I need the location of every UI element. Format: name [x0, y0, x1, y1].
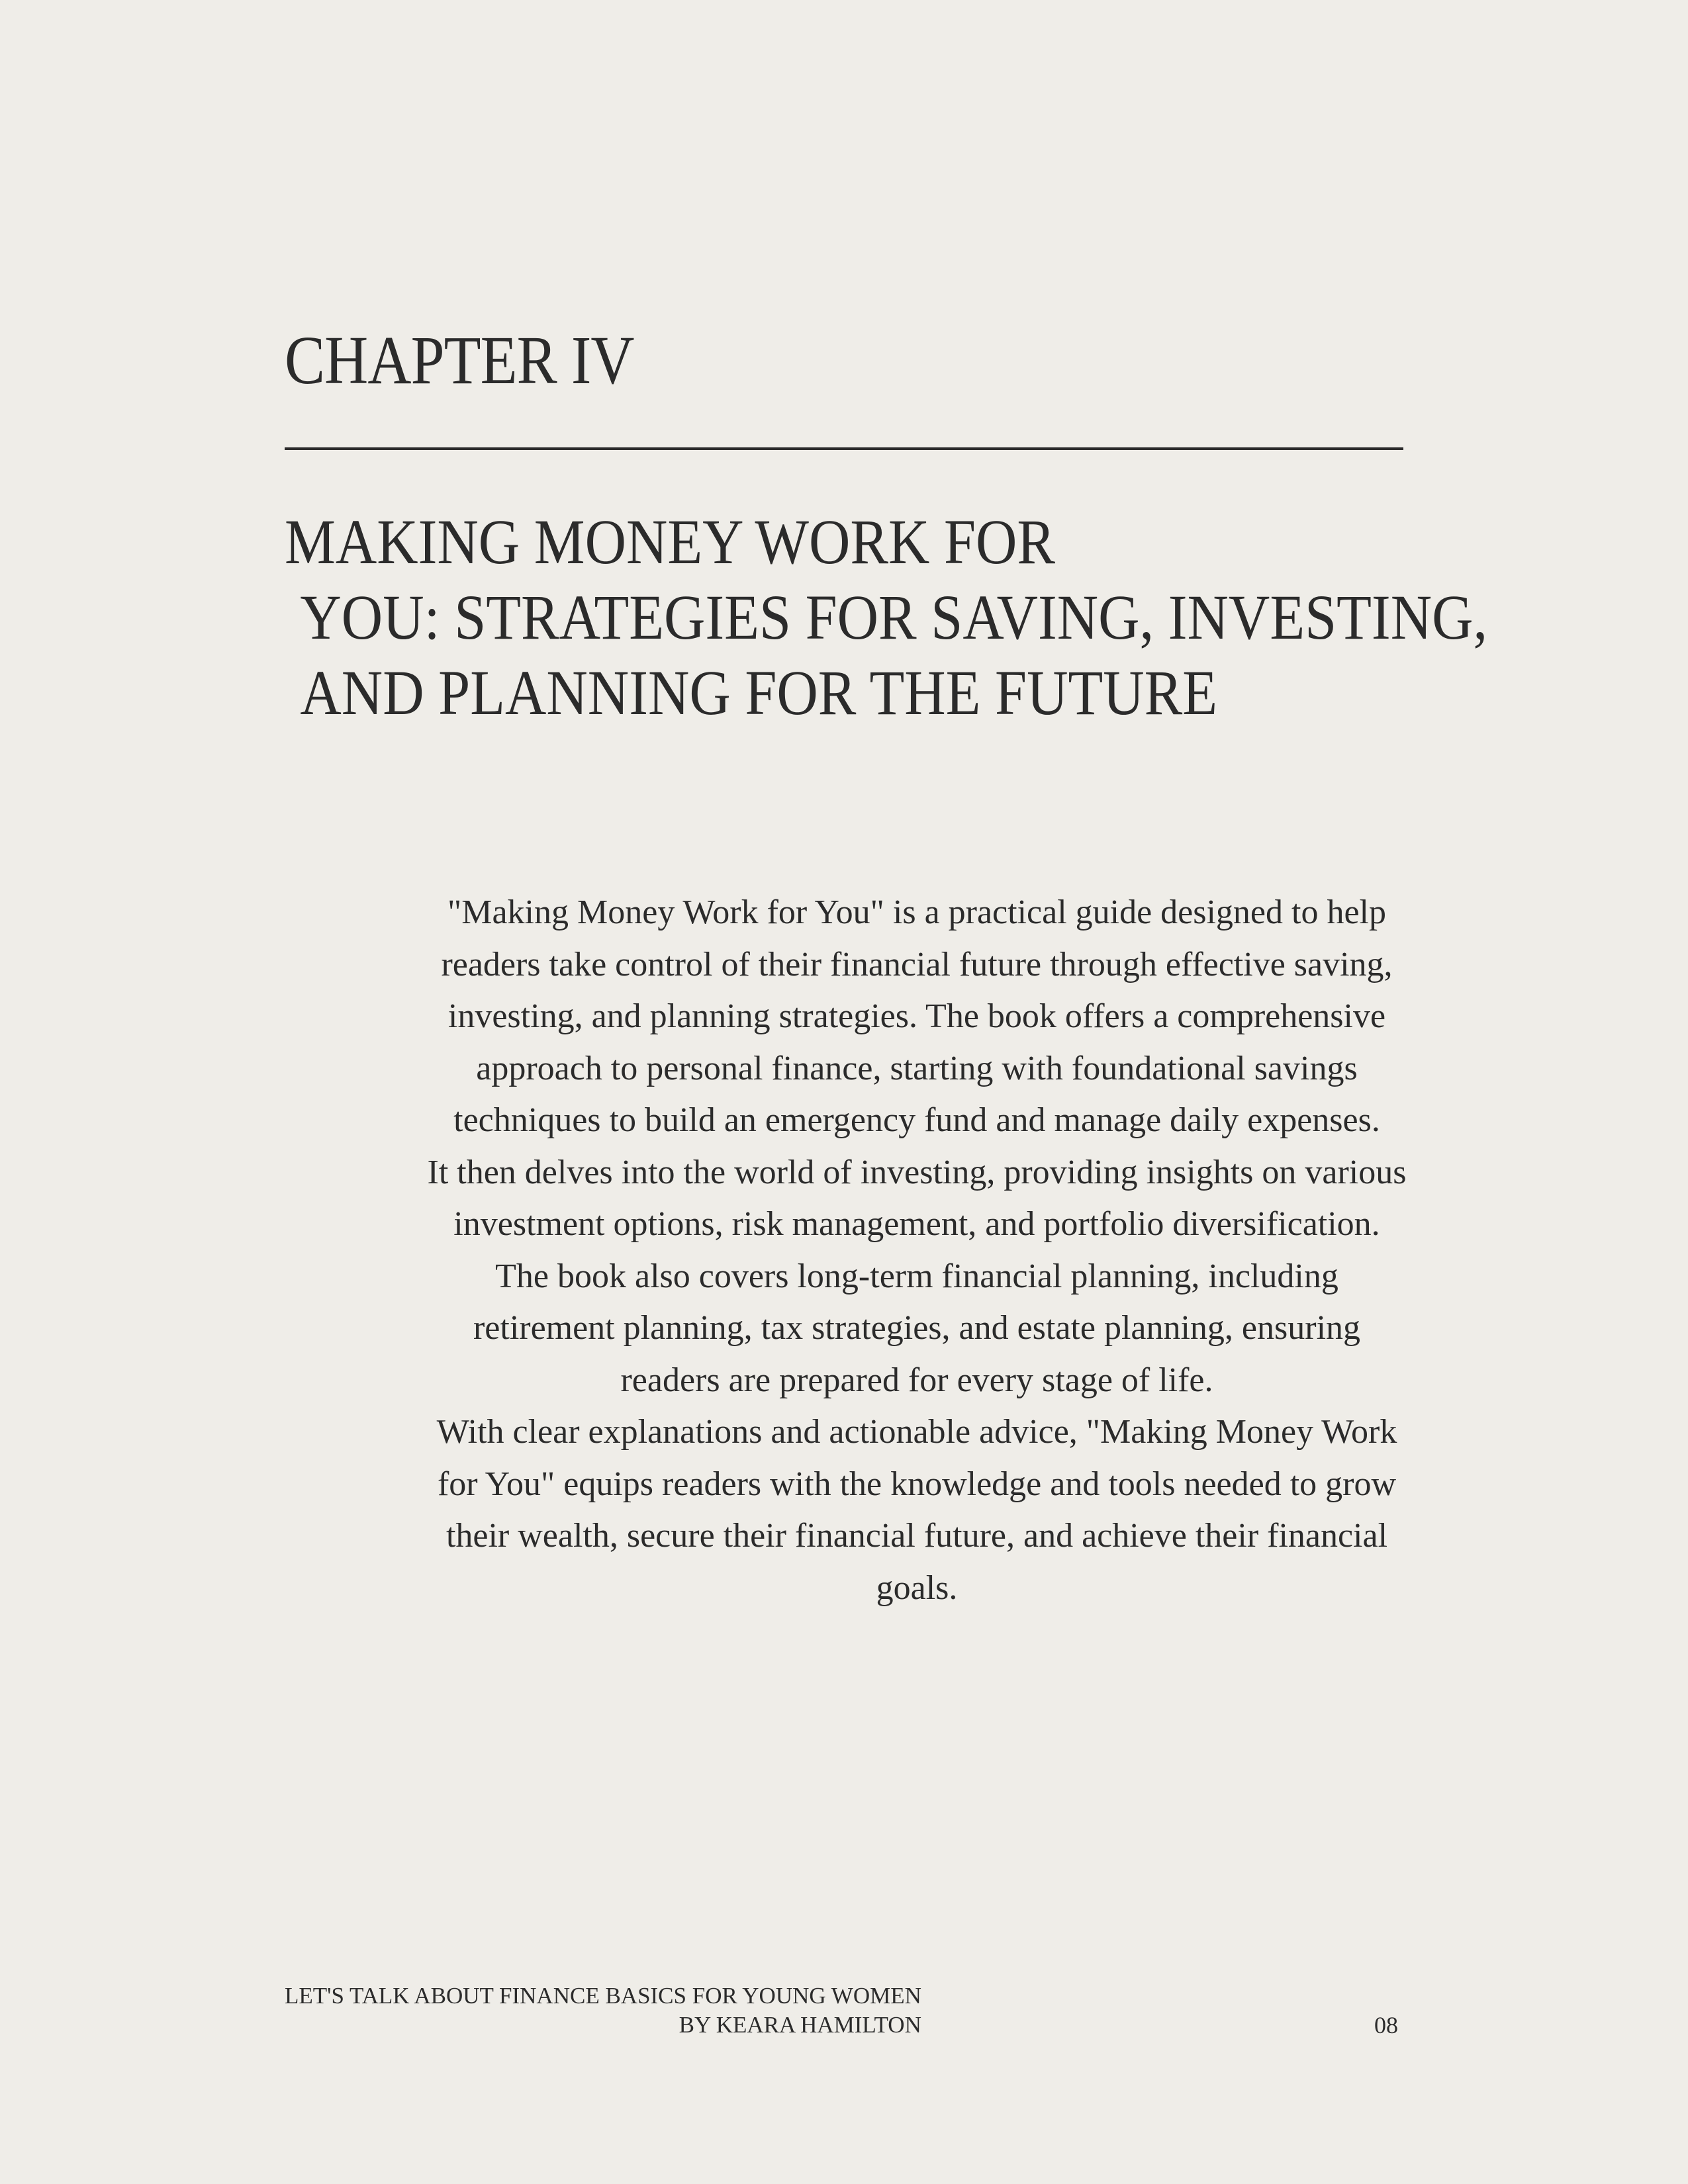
chapter-summary [424, 887, 1410, 1614]
footer-book-title: LET'S TALK ABOUT FINANCE BASICS FOR YOUNG WOMEN [285, 1983, 921, 2009]
summary-paragraph-1: "Making Money Work for You" is a practical guide designed to help readers take control of their financial future through effective saving, investing, and planning strategies. The book offers a comprehensive approach to personal finance, starting with foundational savings techniques to build an emergency fund and manage daily expenses. [441, 893, 1393, 1139]
summary-paragraph-2: It then delves into the world of investing, providing insights on various investment options, risk management, and portfolio diversification. The book also covers long-term financial planning, including retirement planning, tax strategies, and estate planning, ensuring readers are prepared for every stage of life. [427, 1153, 1407, 1399]
page-number: 08 [1374, 2012, 1398, 2038]
chapter-label: CHAPTER IV [285, 322, 634, 398]
summary-paragraph-3: With clear explanations and actionable advice, "Making Money Work for You" equips readers with the knowledge and tools needed to grow their wealth, secure their financial future, and achieve their financial goals. [436, 1413, 1397, 1607]
chapter-title-line-1: MAKING MONEY WORK FOR [285, 506, 1056, 577]
chapter-title [285, 504, 1487, 731]
footer-book-info [285, 1981, 921, 2040]
chapter-title-line-2: YOU: STRATEGIES FOR SAVING, INVESTING, [300, 582, 1488, 653]
chapter-title-line-3: AND PLANNING FOR THE FUTURE [300, 657, 1218, 728]
chapter-divider [285, 447, 1403, 450]
footer-author: BY KEARA HAMILTON [679, 2012, 921, 2038]
